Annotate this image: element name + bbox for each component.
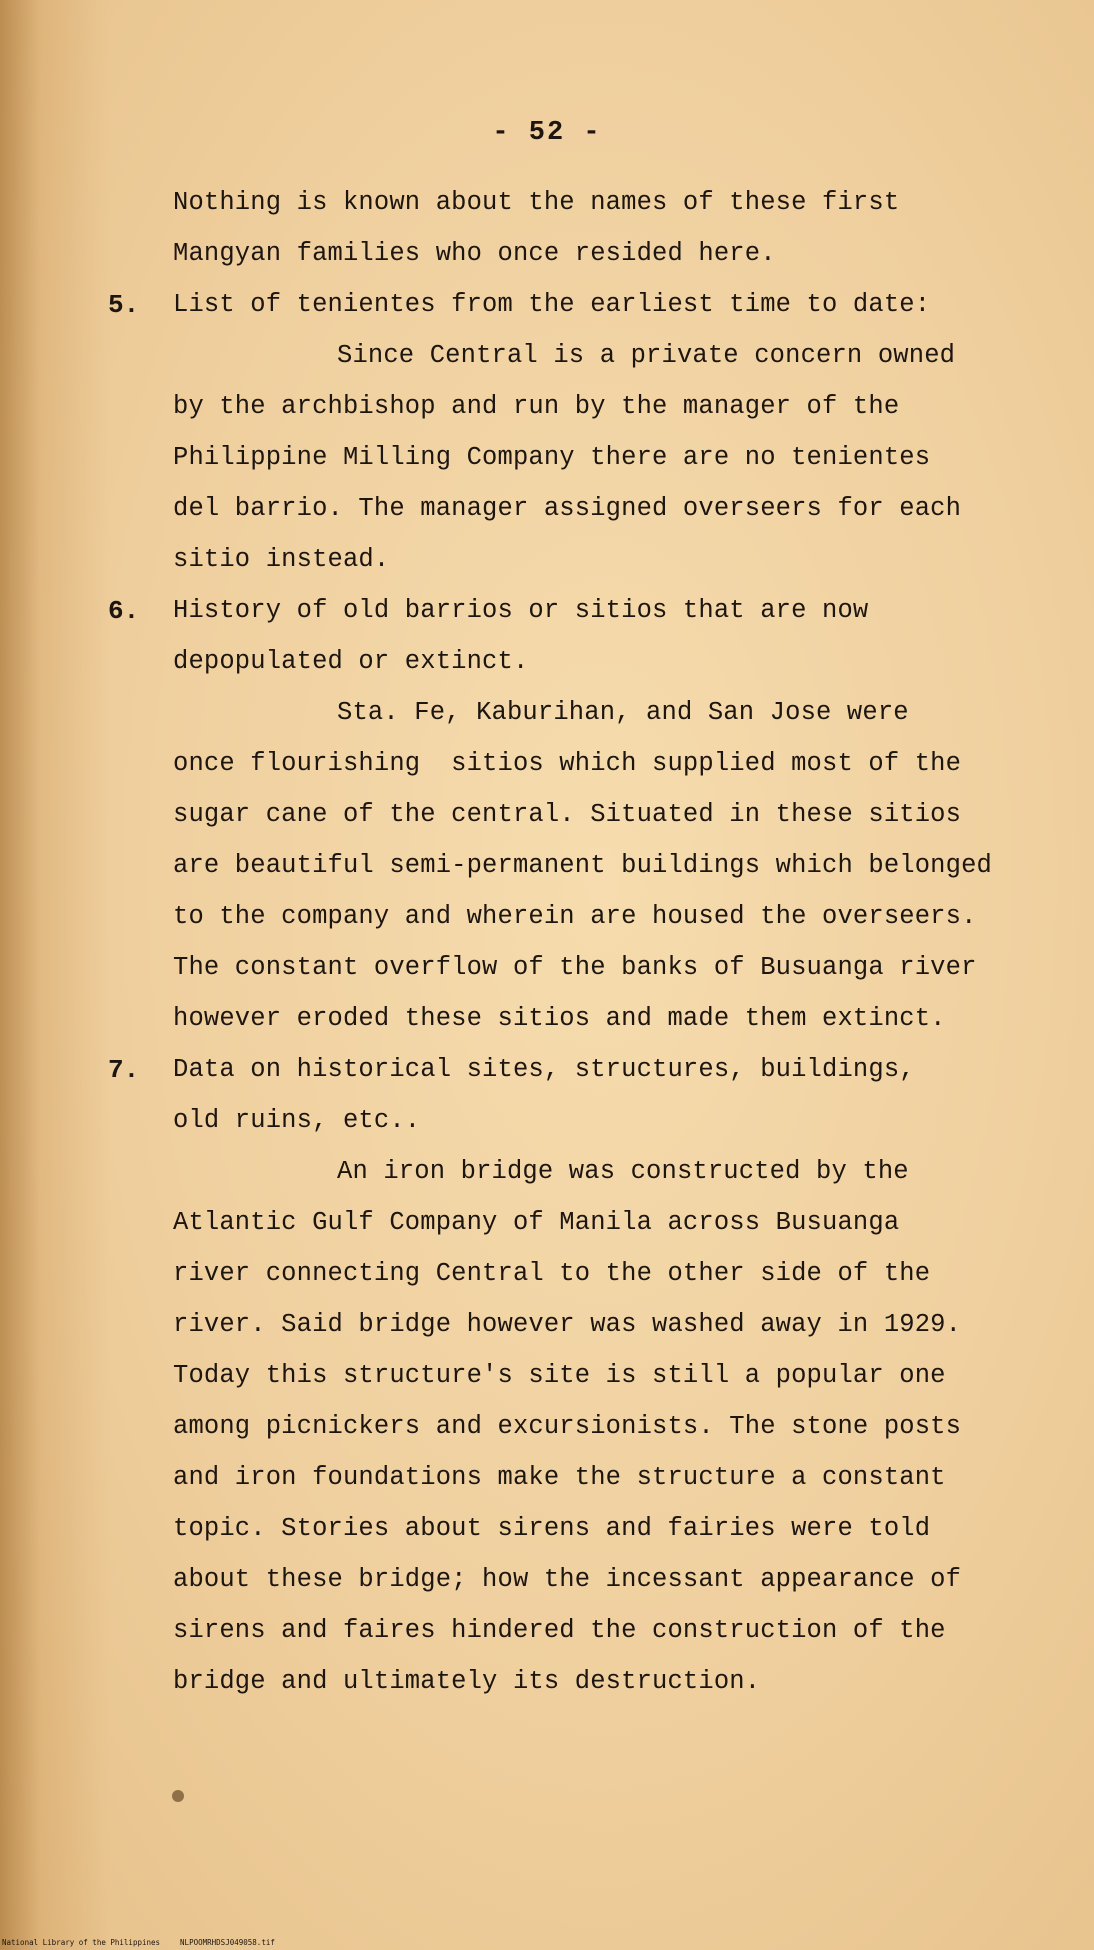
- text-line: about these bridge; how the incessant appearance of: [173, 1565, 962, 1594]
- text-line: Nothing is known about the names of these first: [173, 188, 900, 217]
- text-line: sitio instead.: [173, 545, 390, 574]
- text-line: Atlantic Gulf Company of Manila across Busuanga: [173, 1208, 900, 1237]
- text-line: topic. Stories about sirens and fairies were told: [173, 1514, 931, 1543]
- item-heading: old ruins, etc..: [173, 1106, 421, 1135]
- text-line: however eroded these sitios and made them extinct.: [173, 1004, 946, 1033]
- scan-footer: [2, 1938, 275, 1947]
- item-heading: History of old barrios or sitios that are now: [173, 596, 869, 625]
- footer-library: National Library of the Philippines: [2, 1938, 161, 1947]
- item-heading: Data on historical sites, structures, buildings,: [173, 1055, 915, 1084]
- page-number: - 52 -: [492, 118, 602, 148]
- text-line: Mangyan families who once resided here.: [173, 239, 776, 268]
- text-line: are beautiful semi-permanent buildings which belonged: [173, 851, 992, 880]
- footer-file: NLPOOMRHDSJ049058.tif: [180, 1938, 275, 1947]
- text-line: to the company and wherein are housed the overseers.: [173, 902, 977, 931]
- text-line: and iron foundations make the structure a constant: [173, 1463, 946, 1492]
- text-line: The constant overflow of the banks of Busuanga river: [173, 953, 977, 982]
- item-marker: 6.: [108, 596, 140, 626]
- text-line: Sta. Fe, Kaburihan, and San Jose were: [337, 698, 909, 727]
- item-heading: depopulated or extinct.: [173, 647, 529, 676]
- text-line: river connecting Central to the other side of the: [173, 1259, 931, 1288]
- item-marker: 5.: [108, 290, 140, 320]
- text-line: del barrio. The manager assigned overseers for each: [173, 494, 962, 523]
- text-line: sirens and faires hindered the construction of the: [173, 1616, 946, 1645]
- text-line: by the archbishop and run by the manager of the: [173, 392, 900, 421]
- item-marker: 7.: [108, 1055, 140, 1085]
- text-line: Since Central is a private concern owned: [337, 341, 956, 370]
- text-line: river. Said bridge however was washed away in 1929.: [173, 1310, 962, 1339]
- text-line: An iron bridge was constructed by the: [337, 1157, 909, 1186]
- text-line: bridge and ultimately its destruction.: [173, 1667, 761, 1696]
- text-line: among picnickers and excursionists. The stone posts: [173, 1412, 962, 1441]
- ink-spot: [172, 1790, 184, 1802]
- item-heading: List of tenientes from the earliest time to date:: [173, 290, 931, 319]
- text-line: Today this structure's site is still a popular one: [173, 1361, 946, 1390]
- text-line: Philippine Milling Company there are no tenientes: [173, 443, 931, 472]
- text-line: sugar cane of the central. Situated in these sitios: [173, 800, 962, 829]
- text-line: once flourishing sitios which supplied most of the: [173, 749, 962, 778]
